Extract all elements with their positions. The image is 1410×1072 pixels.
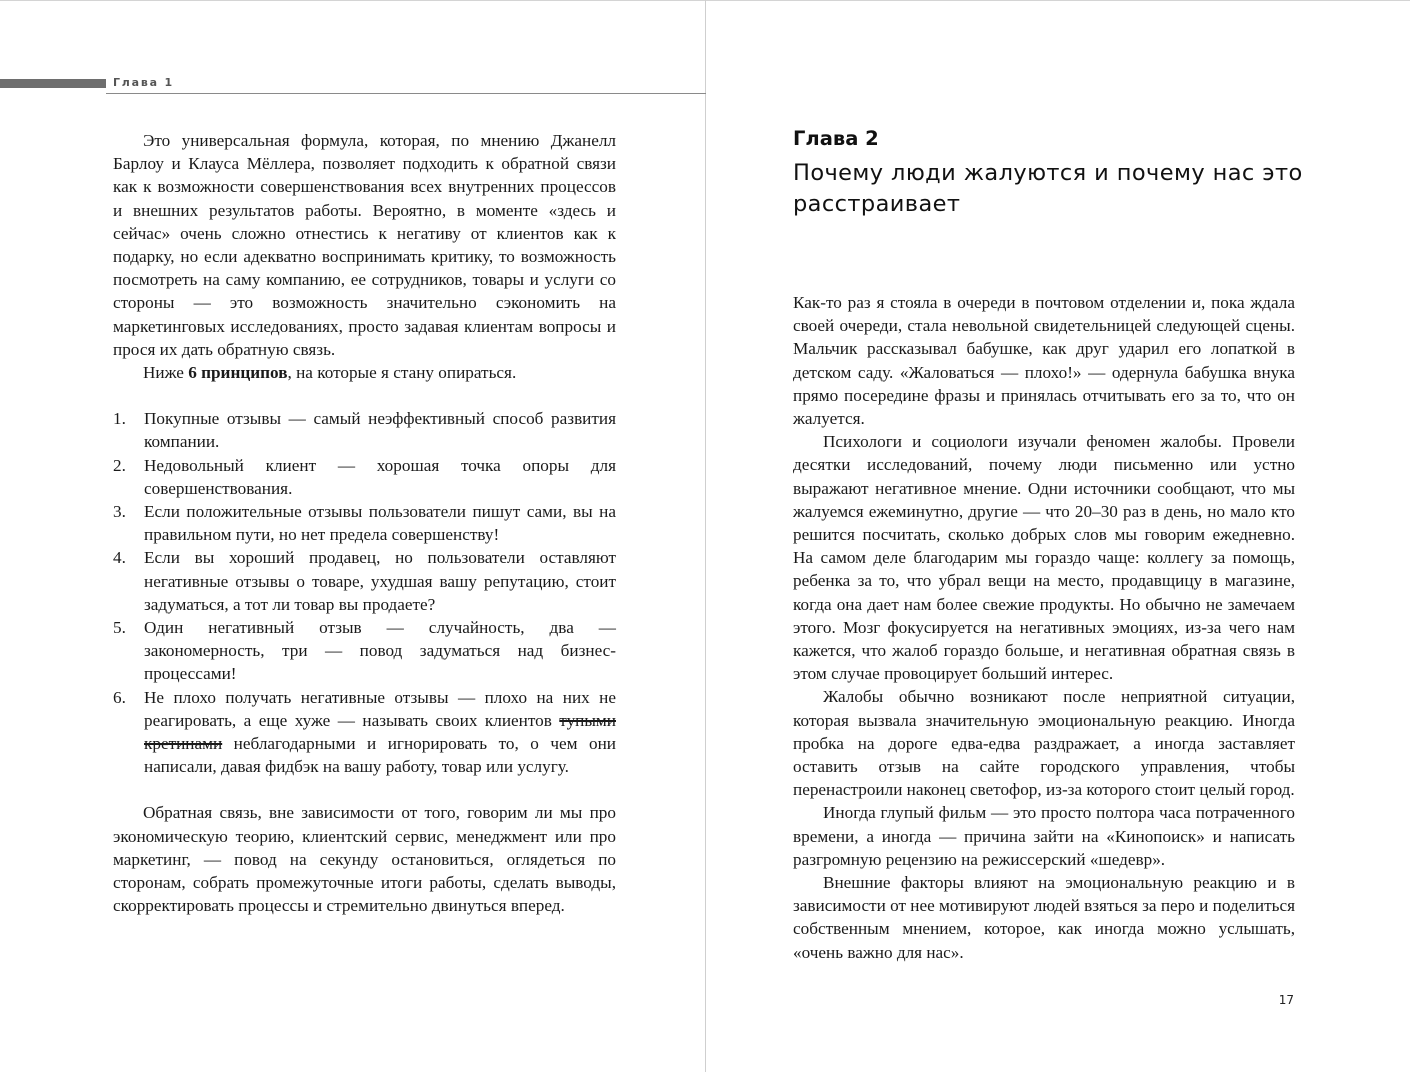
list-item bbox=[113, 454, 616, 500]
list-item bbox=[113, 546, 616, 616]
list-item-text-end: неблагодарными и игнорировать то, о чем они написали, давая фидбэк на вашу работу, товар или услугу. bbox=[144, 734, 616, 777]
list-item-number: 3. bbox=[113, 502, 126, 522]
list-item-number: 2. bbox=[113, 455, 126, 475]
running-header-title: Глава 1 bbox=[113, 76, 174, 89]
principles-lead bbox=[113, 361, 616, 384]
chapter-title: Почему люди жалуются и почему нас это расстраивает bbox=[793, 160, 1303, 217]
list-item bbox=[113, 616, 616, 686]
paragraph: Жалобы обычно возникают после неприятной ситуации, которая вызвала значительную эмоциональную реакцию. Иногда пробка на дороге едва-едва раздражает, а иногда заставляет оставить отзыв на сайте городского управления, чтобы перенастроили наконец светофор, из-за которого стоит целый город. bbox=[793, 687, 1295, 800]
list-item bbox=[113, 686, 616, 779]
paragraph: Как-то раз я стояла в очереди в почтовом отделении и, пока ждала своей очереди, стала невольной свидетельницей следующей сцены. Мальчик рассказывал бабушке, как друг ударил его лопаткой в детском саду. «Жаловаться — плохо!» — одернула бабушка внука прямо посередине фразы и принялась отчитывать его за то, что он жалуется. bbox=[793, 293, 1295, 429]
closing-paragraph: Обратная связь, вне зависимости от того, говорим ли мы про экономическую теорию, клиентский сервис, менеджмент или про маркетинг, — повод на секунду остановиться, оглядеться по сторонам, собрать промежуточные итоги работы, сделать выводы, скорректировать процессы и стремительно двинуться вперед. bbox=[113, 803, 616, 916]
right-page-text bbox=[793, 291, 1295, 964]
list-item bbox=[113, 407, 616, 453]
list-item-text: Если вы хороший продавец, но пользователи оставляют негативные отзывы о товаре, ухудшая вашу репутацию, стоит задуматься, а тот ли товар вы продаете? bbox=[144, 548, 616, 614]
page-gutter bbox=[705, 0, 706, 1072]
struck-text: тупыми кретинами bbox=[144, 710, 616, 754]
intro-paragraph: Это универсальная формула, которая, по мнению Джанелл Барлоу и Клауса Мёллера, позволяет подходить к обратной связи как к возможности совершенствования всех внутренних процессов и внешних результатов работы. Вероятно, в моменте «здесь и сейчас» очень сложно отнестись к негативу от клиентов как к подарку, но если адекватно воспринимать критику, то возможность посмотреть на саму компанию, ее сотрудников, товары и услуги со стороны — это возможность значительно сэкономить на маркетинговых исследованиях, просто задавая клиентам вопросы и прося их дать обратную связь. bbox=[113, 131, 616, 359]
chapter-label: Глава 2 bbox=[793, 127, 879, 150]
list-item-text: Покупные отзывы — самый неэффективный способ развития компании. bbox=[144, 409, 616, 452]
principles-lead-start: Ниже bbox=[143, 363, 189, 383]
paragraph-gap bbox=[113, 778, 616, 801]
paragraph: Иногда глупый фильм — это просто полтора часа потраченного времени, а иногда — причина зайти на «Кинопоиск» и написать разгромную рецензию на режиссерский «шедевр». bbox=[793, 803, 1295, 869]
running-header-bar bbox=[0, 79, 106, 88]
list-item-text: Недовольный клиент — хорошая точка опоры для совершенствования. bbox=[144, 455, 616, 498]
list-item bbox=[113, 500, 616, 546]
list-item-text-start: Не плохо получать негативные отзывы — плохо на них не реагировать, а еще хуже — называть своих клиентов bbox=[144, 687, 616, 730]
principles-lead-end: , на которые я стану опираться. bbox=[287, 363, 517, 383]
list-item-number: 4. bbox=[113, 548, 126, 568]
list-item-text: Если положительные отзывы пользователи пишут сами, вы на правильном пути, но нет предела совершенству! bbox=[144, 502, 616, 545]
list-item-number: 6. bbox=[113, 687, 126, 707]
paragraph: Психологи и социологи изучали феномен жалобы. Провели десятки исследований, почему люди письменно или устно выражают негативное мнение. Одни источники сообщают, что мы жалуемся ежеминутно, другие — что 20–30 раз в день, но мало кто решится посчитать, сколько добрых слов мы говорим ежедневно. На самом деле благодарим мы гораздо чаще: коллегу за помощь, ребенка за то, что убрал вещи на место, продавщицу в магазине, когда она дает нам более свежие продукты. Но обычно не замечаем этого. Мозг фокусируется на негативных эмоциях, из-за чего нам кажется, что жалоб гораздо больше, и негативная обратная связь в этом случае провоцирует больший интерес. bbox=[793, 432, 1295, 684]
principles-count: 6 принципов bbox=[188, 363, 288, 383]
paragraph: Внешние факторы влияют на эмоциональную реакцию и в зависимости от нее мотивируют людей взяться за перо и поделиться собственным мнением, которое, как иногда можно услышать, «очень важно для нас». bbox=[793, 873, 1295, 962]
left-page-text bbox=[113, 129, 616, 918]
principles-list bbox=[113, 407, 616, 778]
page-number: 17 bbox=[1278, 993, 1294, 1007]
list-item-number: 5. bbox=[113, 618, 126, 638]
list-item-text: Один негативный отзыв — случайность, два — закономерность, три — повод задуматься над бизнес-процессами! bbox=[144, 618, 616, 684]
running-header-rule bbox=[106, 93, 706, 94]
list-item-number: 1. bbox=[113, 409, 126, 429]
